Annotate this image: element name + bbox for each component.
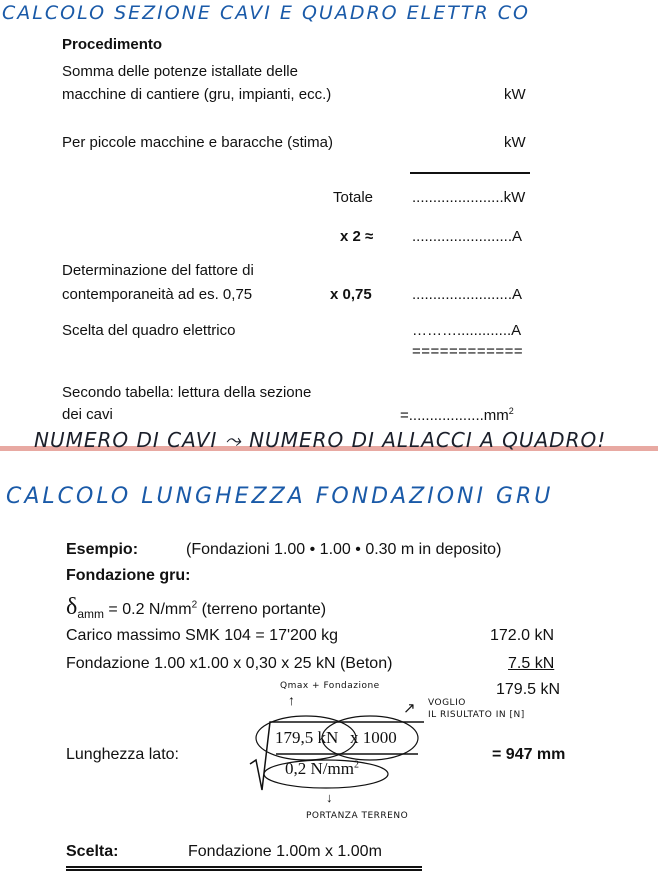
unit-kw-1: kW: [504, 86, 526, 103]
secondo-line-2: dei cavi: [62, 406, 113, 423]
totale-label: Totale: [333, 189, 374, 206]
arrow-down-icon: ↓: [326, 790, 333, 805]
somma-line-1: Somma delle potenze istallate delle: [62, 63, 298, 80]
scelta-quadro-value: ……….............A: [412, 322, 522, 339]
arrow-up-icon: ↑: [288, 692, 295, 708]
x075-label: x 0,75: [330, 286, 372, 303]
fondazione-label: Fondazione 1.00 x1.00 x 0,30 x 25 kN (Beton): [66, 655, 393, 672]
section1-heading: CALCOLO SEZIONE CAVI E QUADRO ELETTR CO: [2, 2, 530, 24]
equals-underline: ============: [412, 343, 524, 360]
scelta-label: Scelta:: [66, 843, 119, 860]
totale-value: ......................kW: [412, 189, 526, 206]
annotation-portanza: PORTANZA TERRENO: [306, 811, 409, 821]
unit-kw-2: kW: [504, 134, 526, 151]
esempio-label: Esempio:: [66, 541, 139, 558]
sum-value: 179.5 kN: [496, 681, 561, 698]
arrow-right-icon: ↗: [403, 700, 416, 717]
det-line-2: contemporaneità ad es. 0,75: [62, 286, 253, 303]
somma-line-2: macchine di cantiere (gru, impianti, ecc.): [62, 86, 332, 103]
lunghezza-label: Lunghezza lato:: [66, 746, 179, 763]
annotation-voglio-2: IL RISULTATO IN [N]: [428, 710, 525, 720]
numerator-factor: x 1000: [350, 728, 397, 747]
det-line-1: Determinazione del fattore di: [62, 262, 254, 279]
note-cavi-allacci: NUMERO DI CAVI ⤳ NUMERO DI ALLACCI A QUADRO!: [34, 428, 607, 452]
x2-value: ........................A: [412, 228, 523, 245]
secondo-line-1: Secondo tabella: lettura della sezione: [62, 384, 312, 401]
scelta-value: Fondazione 1.00m x 1.00m: [188, 843, 382, 860]
scelta-quadro-label: Scelta del quadro elettrico: [62, 322, 236, 339]
carico-value: 172.0 kN: [490, 627, 555, 644]
sum-divider: [410, 172, 530, 174]
result-value: = 947 mm: [492, 746, 566, 763]
annotation-voglio-1: VOGLIO: [428, 698, 466, 708]
mm2-value: $=..................mm^2$: [400, 406, 514, 424]
delta-line: $\delta_{amm} = 0.2$ $N/mm^2$ (terreno portante): [66, 594, 327, 622]
section2-heading: CALCOLO LUNGHEZZA FONDAZIONI GRU: [6, 484, 554, 509]
carico-label: Carico massimo SMK 104 = 17'200 kg: [66, 627, 339, 644]
denominator: 0,2 $N/mm^2$: [285, 759, 359, 778]
annotation-qmax: Qmax + Fondazione: [280, 681, 380, 691]
fondazione-value: 7.5 kN: [508, 655, 555, 672]
double-underline-bottom: [66, 869, 422, 871]
esempio-text: (Fondazioni 1.00 • 1.00 • 0.30 m in deposito): [186, 541, 502, 558]
sqrt-sign-icon: [248, 708, 428, 794]
x075-value: ........................A: [412, 286, 523, 303]
x2-label: x 2 ≈: [340, 228, 374, 245]
numerator-kn: 179,5 kN: [275, 728, 339, 747]
double-underline-top: [66, 866, 422, 868]
fondazione-gru-title: Fondazione gru:: [66, 567, 191, 584]
piccole-line: Per piccole macchine e baracche (stima): [62, 134, 333, 151]
procedimento-title: Procedimento: [62, 36, 163, 53]
